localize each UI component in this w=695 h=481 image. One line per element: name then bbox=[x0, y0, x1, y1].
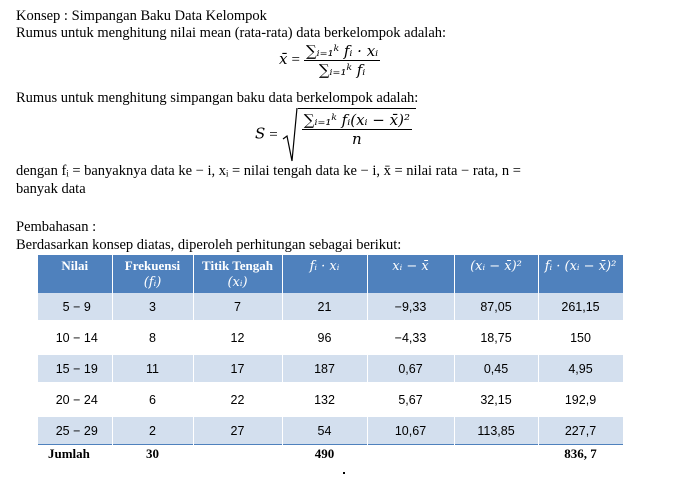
total-titik-tengah bbox=[193, 445, 282, 464]
sd-denominator: n bbox=[352, 130, 362, 148]
sd-intro: Rumus untuk menghitung simpangan baku data berkelompok adalah: bbox=[16, 90, 419, 106]
cell-titik-tengah: 12 bbox=[193, 320, 282, 355]
radical-sign-icon bbox=[282, 107, 298, 163]
header-nilai: Nilai bbox=[38, 255, 112, 293]
table-row bbox=[38, 293, 623, 320]
cell-titik-tengah: 22 bbox=[193, 382, 282, 417]
cell-fx: 54 bbox=[282, 417, 367, 445]
cell-frekuensi: 8 bbox=[112, 320, 193, 355]
calculation-table bbox=[38, 255, 624, 463]
cell-nilai: 25 − 29 bbox=[38, 417, 112, 445]
cell-deviation: 10,67 bbox=[367, 417, 454, 445]
derived-line: Berdasarkan konsep diatas, diperoleh perhitungan sebagai berikut: bbox=[16, 237, 402, 253]
legend-line-2: banyak data bbox=[16, 181, 86, 197]
mean-denominator: ∑ᵢ₌₁ᵏ fᵢ bbox=[318, 61, 366, 79]
table-header-row bbox=[38, 255, 623, 293]
cell-deviation-squared: 113,85 bbox=[454, 417, 538, 445]
concept-title: Konsep : Simpangan Baku Data Kelompok bbox=[16, 8, 267, 24]
total-deviation-squared bbox=[454, 445, 538, 464]
stray-dot bbox=[343, 472, 345, 474]
cell-f-deviation-squared: 192,9 bbox=[538, 382, 623, 417]
table-row bbox=[38, 382, 623, 417]
cell-deviation: 0,67 bbox=[367, 355, 454, 382]
legend-line-1: dengan fᵢ = banyaknya data ke − i, xᵢ = nilai tengah data ke − i, x̄ = nilai rata − rata, n = bbox=[16, 163, 521, 179]
cell-nilai: 15 − 19 bbox=[38, 355, 112, 382]
cell-fx: 96 bbox=[282, 320, 367, 355]
cell-f-deviation-squared: 150 bbox=[538, 320, 623, 355]
total-fx: 490 bbox=[282, 445, 367, 464]
cell-deviation: −9,33 bbox=[367, 293, 454, 320]
cell-titik-tengah: 27 bbox=[193, 417, 282, 445]
cell-titik-tengah: 17 bbox=[193, 355, 282, 382]
cell-titik-tengah: 7 bbox=[193, 293, 282, 320]
cell-f-deviation-squared: 4,95 bbox=[538, 355, 623, 382]
header-deviation: xᵢ − x̄ bbox=[367, 255, 454, 293]
header-f-deviation-squared: fᵢ · (xᵢ − x̄)² bbox=[538, 255, 623, 293]
cell-deviation-squared: 32,15 bbox=[454, 382, 538, 417]
total-frekuensi: 30 bbox=[112, 445, 193, 464]
sd-formula: S = $\frac{\text{∑ᵢ₌₁ᵏ fᵢ(xᵢ − x̄)²}}{n}$ bbox=[255, 107, 416, 163]
header-deviation-squared: (xᵢ − x̄)² bbox=[454, 255, 538, 293]
mean-intro: Rumus untuk menghitung nilai mean (rata-rata) data berkelompok adalah: bbox=[16, 25, 447, 41]
table-row bbox=[38, 417, 623, 445]
cell-f-deviation-squared: 261,15 bbox=[538, 293, 623, 320]
mean-formula: x̄ = $\frac{\text{∑ᵢ₌₁ᵏ fᵢ · xᵢ}}{\text{∑ᵢ₌₁ᵏ fᵢ}}$ bbox=[279, 42, 379, 79]
table-row bbox=[38, 320, 623, 355]
header-frekuensi: Frekuensi (fᵢ) bbox=[112, 255, 193, 293]
cell-frekuensi: 3 bbox=[112, 293, 193, 320]
cell-fx: 187 bbox=[282, 355, 367, 382]
cell-frekuensi: 2 bbox=[112, 417, 193, 445]
cell-deviation: 5,67 bbox=[367, 382, 454, 417]
cell-nilai: 10 − 14 bbox=[38, 320, 112, 355]
cell-deviation-squared: 18,75 bbox=[454, 320, 538, 355]
total-deviation bbox=[367, 445, 454, 464]
total-label: Jumlah bbox=[38, 445, 112, 464]
cell-frekuensi: 11 bbox=[112, 355, 193, 382]
cell-f-deviation-squared: 227,7 bbox=[538, 417, 623, 445]
mean-symbol: x̄ bbox=[279, 49, 288, 68]
cell-deviation-squared: 87,05 bbox=[454, 293, 538, 320]
table-row bbox=[38, 355, 623, 382]
mean-numerator: ∑ᵢ₌₁ᵏ fᵢ · xᵢ bbox=[305, 42, 379, 60]
sd-symbol: S bbox=[255, 124, 266, 143]
cell-frekuensi: 6 bbox=[112, 382, 193, 417]
table-total-row bbox=[38, 445, 623, 464]
discussion-label: Pembahasan : bbox=[16, 219, 97, 235]
header-fx: fᵢ · xᵢ bbox=[282, 255, 367, 293]
square-root bbox=[282, 107, 416, 163]
total-f-deviation-squared: 836, 7 bbox=[538, 445, 623, 464]
cell-fx: 132 bbox=[282, 382, 367, 417]
cell-deviation: −4,33 bbox=[367, 320, 454, 355]
cell-fx: 21 bbox=[282, 293, 367, 320]
sd-numerator: ∑ᵢ₌₁ᵏ fᵢ(xᵢ − x̄)² bbox=[303, 111, 410, 129]
header-titik-tengah: Titik Tengah (xᵢ) bbox=[193, 255, 282, 293]
cell-deviation-squared: 0,45 bbox=[454, 355, 538, 382]
cell-nilai: 5 − 9 bbox=[38, 293, 112, 320]
cell-nilai: 20 − 24 bbox=[38, 382, 112, 417]
